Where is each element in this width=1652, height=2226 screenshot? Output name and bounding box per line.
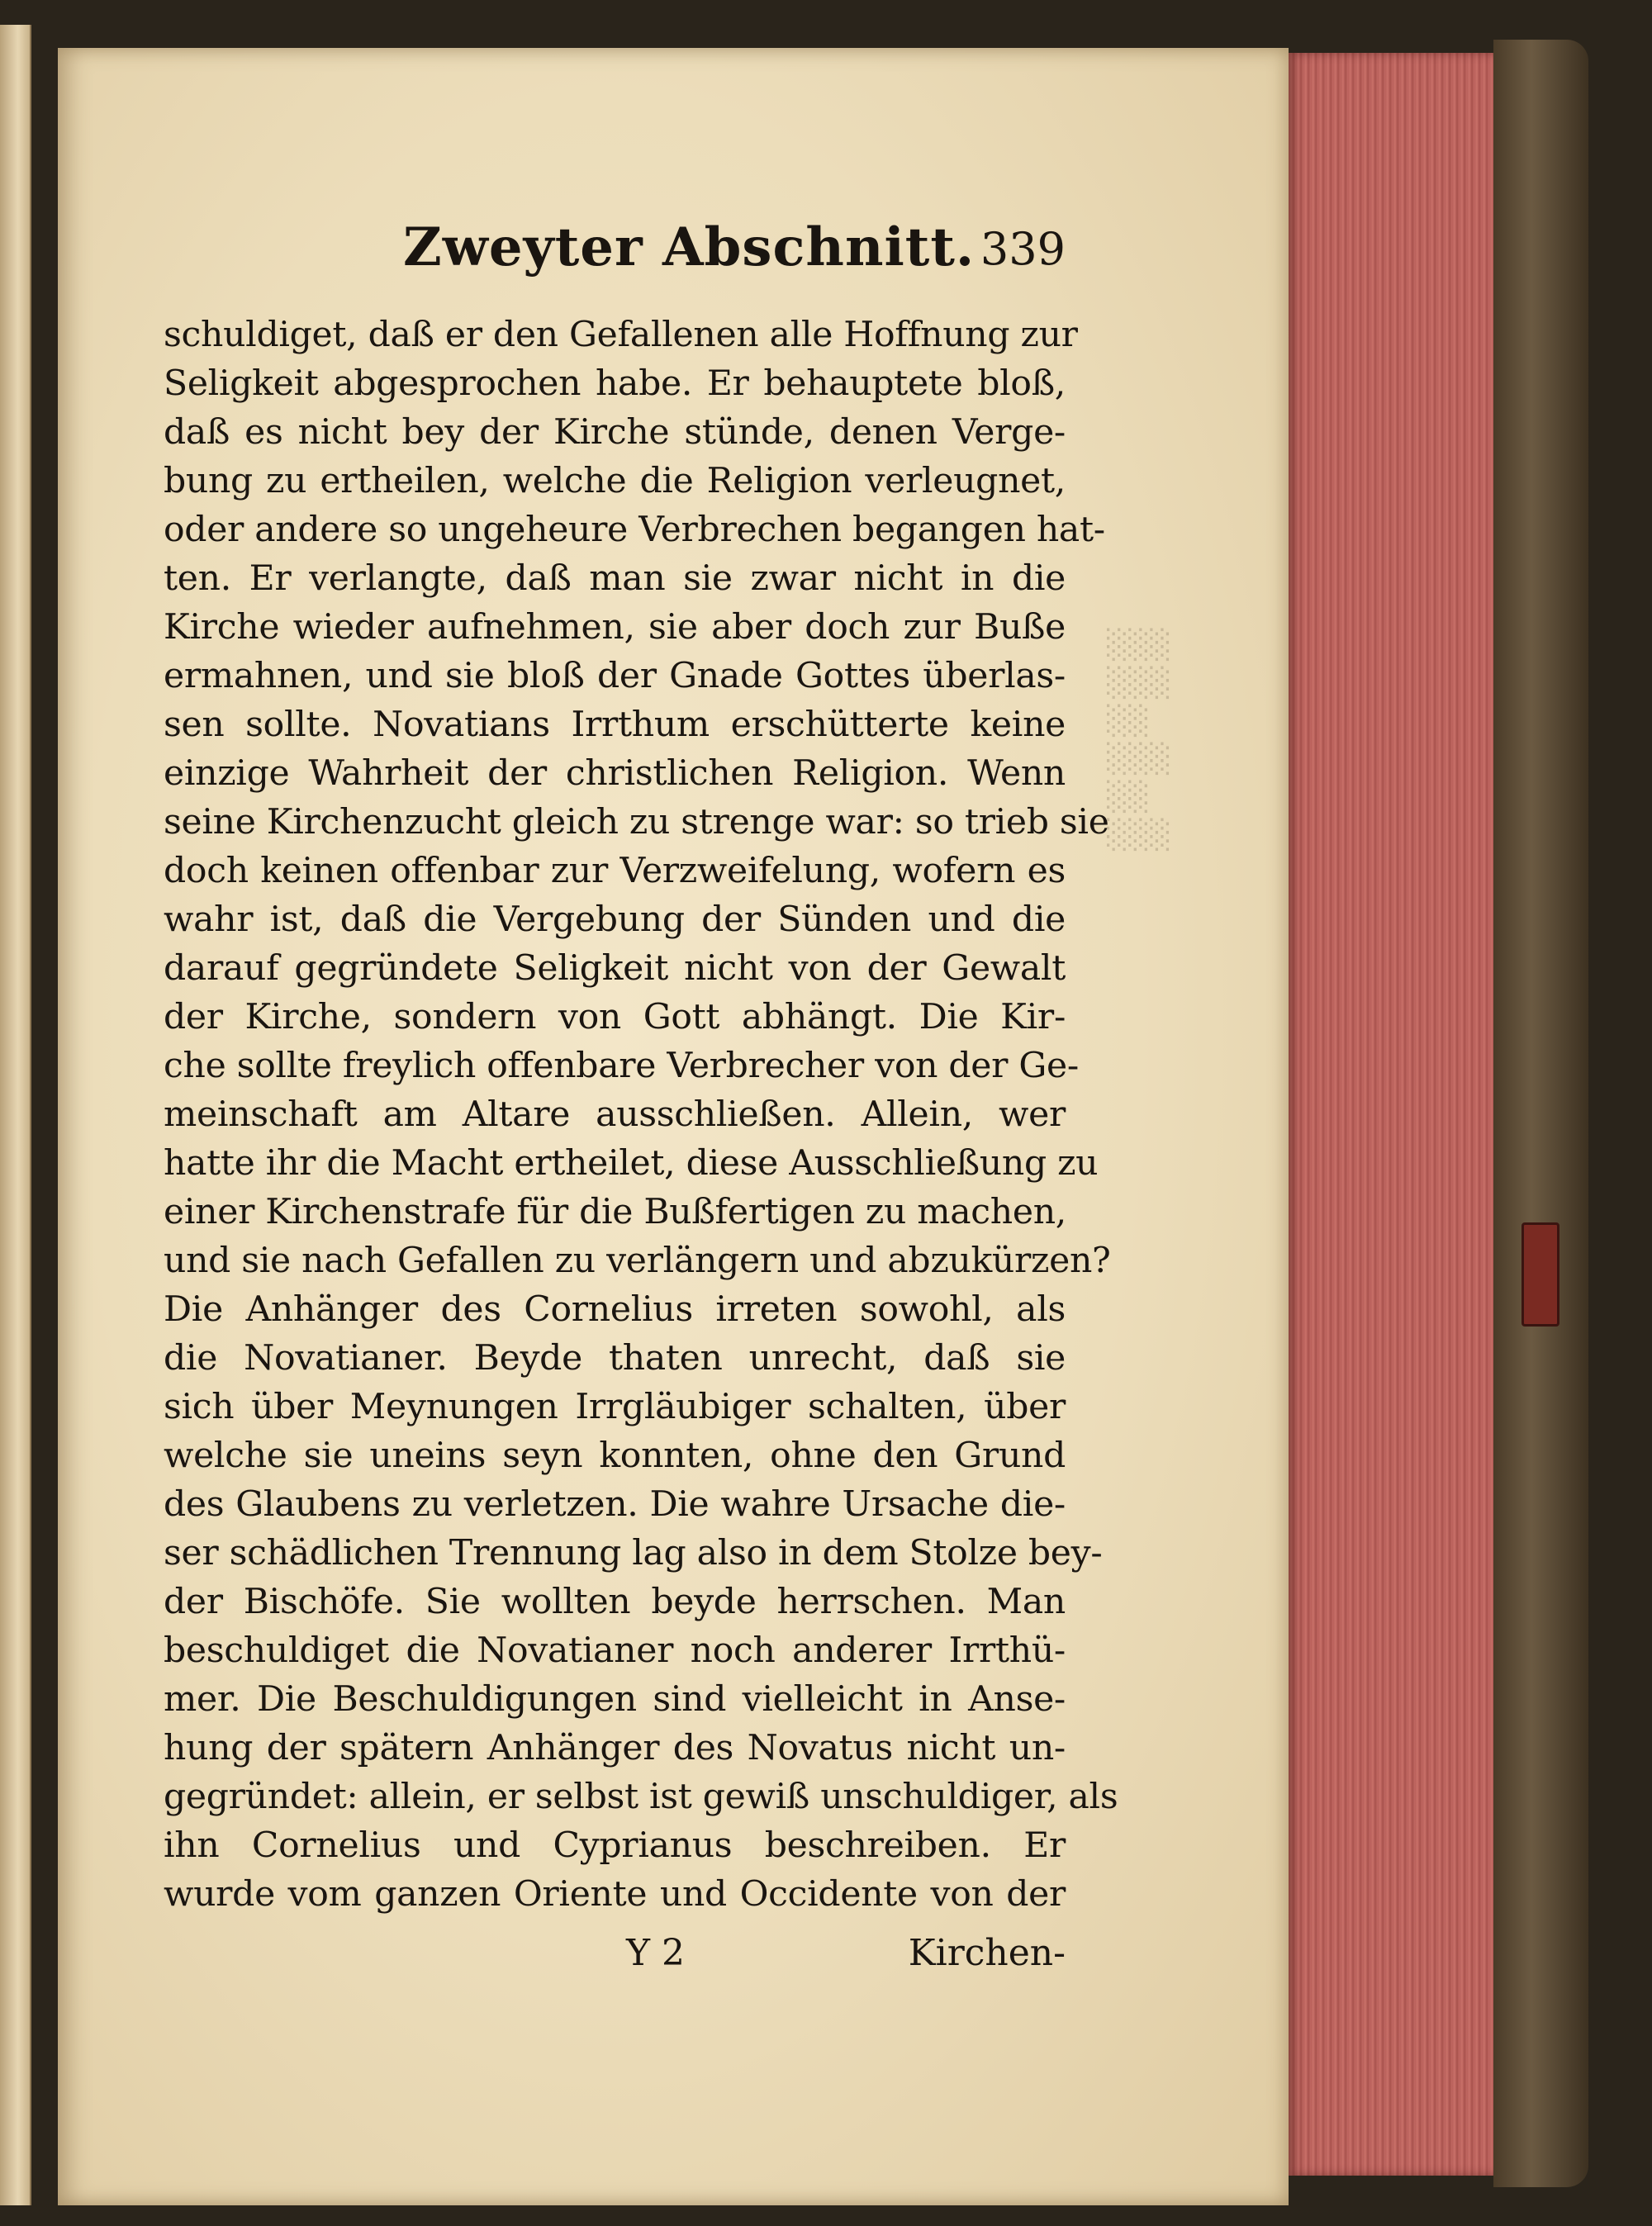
- text-line: und sie nach Gefallen zu verlängern und abzukürzen?: [164, 1241, 1111, 1281]
- text-line: mer. Die Beschuldigungen sind vielleicht in Anse-: [164, 1679, 1066, 1720]
- text-line: ten. Er verlangte, daß man sie zwar nicht in die: [164, 558, 1066, 599]
- text-line: oder andere so ungeheure Verbrechen begangen hat-: [164, 510, 1105, 550]
- text-line: seine Kirchenzucht gleich zu strenge war: so trieb sie: [164, 802, 1109, 842]
- page-marker-tab: [1521, 1222, 1559, 1327]
- text-line: sen sollte. Novatians Irrthum erschütterte keine: [164, 705, 1066, 745]
- page-header: [164, 213, 1066, 304]
- text-line: hatte ihr die Macht ertheilet, diese Ausschließung zu: [164, 1143, 1099, 1184]
- text-line: des Glaubens zu verletzen. Die wahre Ursache die-: [164, 1484, 1066, 1525]
- book-page: [58, 48, 1289, 2205]
- page-text-block: [164, 213, 1118, 1990]
- text-line: ihn Cornelius und Cyprianus beschreiben. Er: [164, 1825, 1066, 1866]
- text-line: der Bischöfe. Sie wollten beyde herrschen. Man: [164, 1582, 1066, 1622]
- red-page-edges: [1289, 53, 1495, 2176]
- text-line: wurde vom ganzen Oriente und Occidente von der: [164, 1874, 1066, 1915]
- text-line: der Kirche, sondern von Gott abhängt. Die Kir-: [164, 997, 1066, 1037]
- text-line: gegründet: allein, er selbst ist gewiß unschuldiger, als: [164, 1777, 1118, 1817]
- text-line: darauf gegründete Seligkeit nicht von der Gewalt: [164, 948, 1066, 989]
- text-line: meinschaft am Altare ausschließen. Allein, wer: [164, 1094, 1066, 1135]
- text-line: einzige Wahrheit der christlichen Religion. Wenn: [164, 753, 1066, 794]
- book-cover-board: [1493, 40, 1588, 2187]
- text-line: welche sie uneins seyn konnten, ohne den Grund: [164, 1436, 1066, 1476]
- text-line: die Novatianer. Beyde thaten unrecht, daß sie: [164, 1338, 1066, 1379]
- body-text: [164, 311, 1118, 1919]
- text-line: einer Kirchenstrafe für die Bußfertigen zu machen,: [164, 1192, 1066, 1232]
- text-line: ser schädlichen Trennung lag also in dem Stolze bey-: [164, 1533, 1103, 1573]
- text-line: daß es nicht bey der Kirche stünde, denen Verge-: [164, 412, 1066, 453]
- text-line: schuldiget, daß er den Gefallenen alle Hoffnung zur: [164, 315, 1078, 355]
- text-line: Seligkeit abgesprochen habe. Er behauptete bloß,: [164, 363, 1066, 404]
- left-page-edge: [0, 25, 31, 2205]
- catchword: Kirchen-: [908, 1932, 1066, 1974]
- text-line: beschuldiget die Novatianer noch anderer Irrthü-: [164, 1630, 1066, 1671]
- page-footer: [164, 1932, 1066, 1990]
- text-line: doch keinen offenbar zur Verzweifelung, wofern es: [164, 851, 1066, 891]
- page-number: 339: [980, 223, 1066, 275]
- text-line: che sollte freylich offenbare Verbrecher von der Ge-: [164, 1046, 1079, 1086]
- text-line: ermahnen, und sie bloß der Gnade Gottes überlas-: [164, 656, 1066, 696]
- show-through-bleed: ░░░ ░░░ ░░ ░░░ ░░ ░░░: [1107, 629, 1172, 852]
- text-line: sich über Meynungen Irrgläubiger schalten, über: [164, 1387, 1066, 1427]
- text-line: hung der spätern Anhänger des Novatus nicht un-: [164, 1728, 1066, 1768]
- running-head: Zweyter Abschnitt.: [403, 216, 976, 278]
- text-line: bung zu ertheilen, welche die Religion verleugnet,: [164, 461, 1066, 501]
- text-line: Kirche wieder aufnehmen, sie aber doch zur Buße: [164, 607, 1066, 648]
- text-line: wahr ist, daß die Vergebung der Sünden und die: [164, 899, 1066, 940]
- text-line: Die Anhänger des Cornelius irreten sowohl, als: [164, 1289, 1066, 1330]
- signature-mark: Y 2: [626, 1932, 686, 1974]
